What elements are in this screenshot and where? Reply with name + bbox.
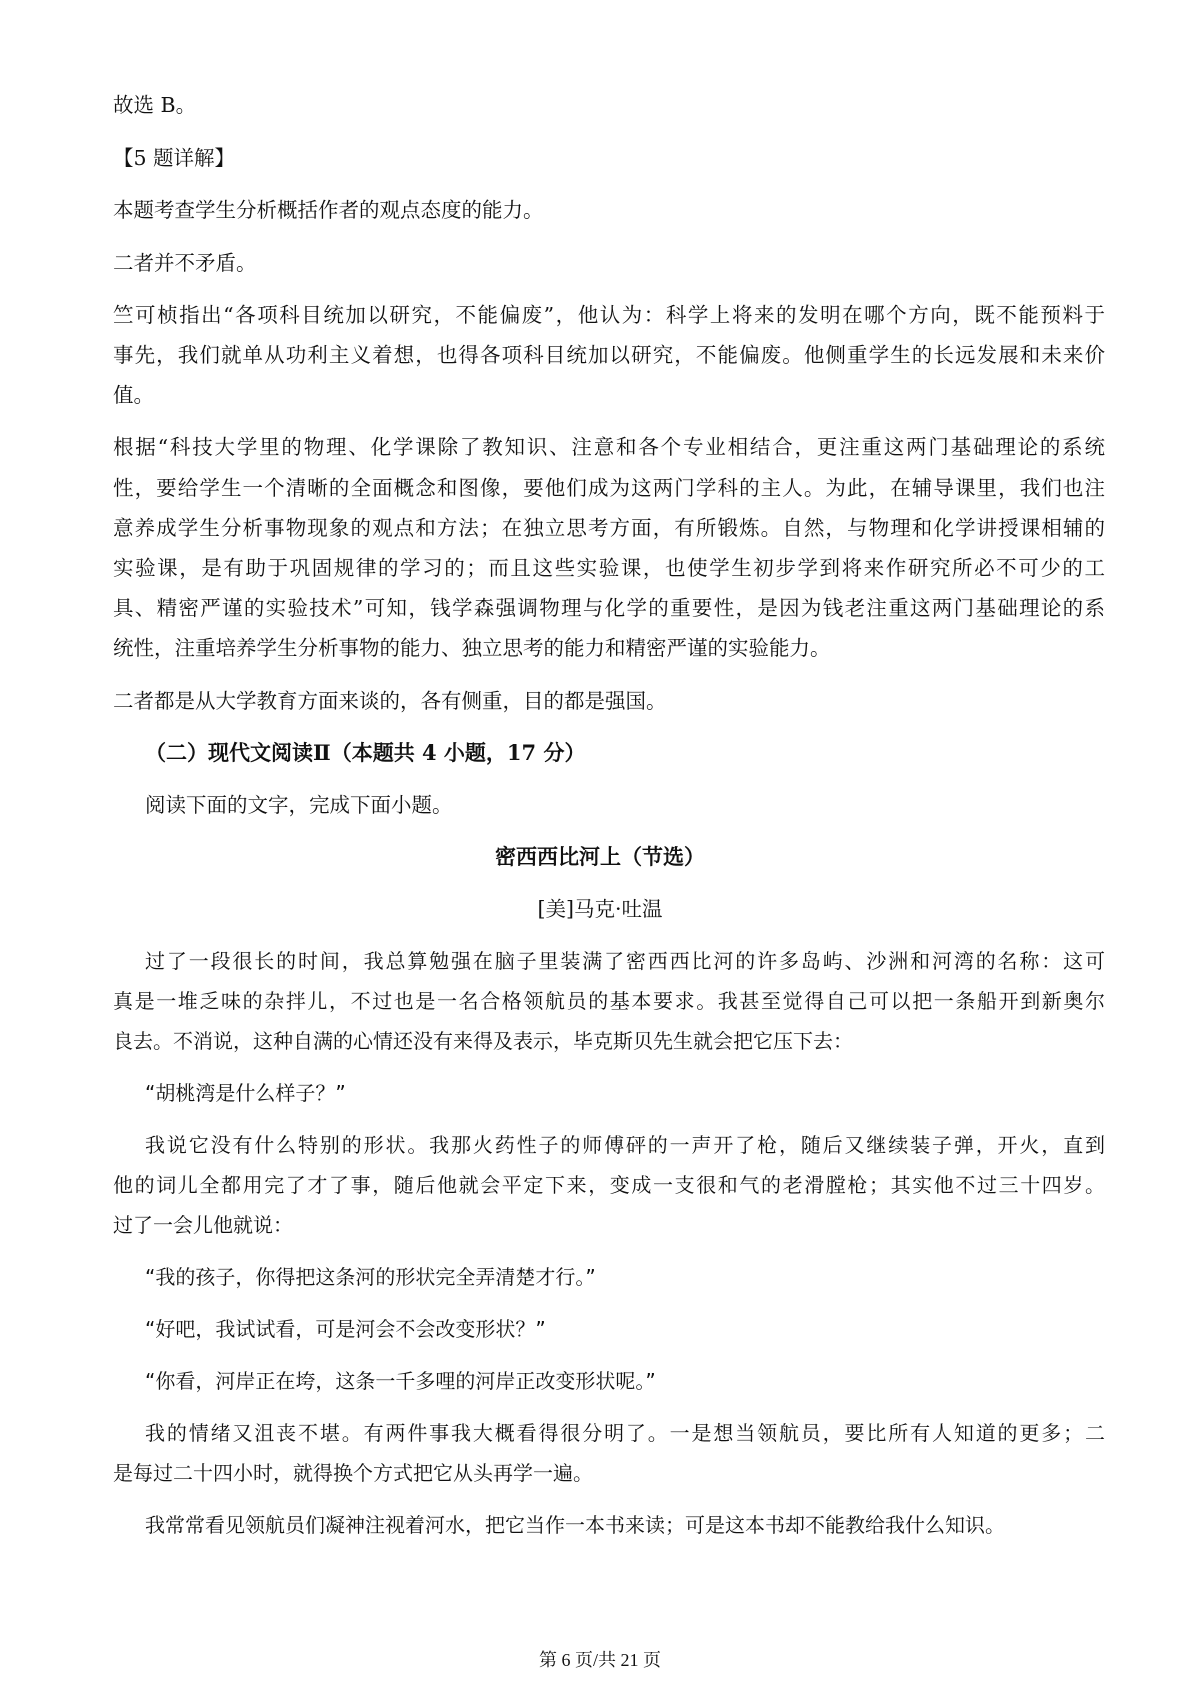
answer-line: 性，要给学生一个清晰的全面概念和图像，要他们成为这两门学科的主人。为此，在辅导课里，我们也注 — [113, 476, 1105, 500]
answer-line: 事先，我们就单从功利主义着想，也得各项科目统加以研究，不能偏废。他侧重学生的长远发展和未来价 — [113, 343, 1105, 367]
passage-line: 真是一堆乏味的杂拌儿，不过也是一名合格领航员的基本要求。我甚至觉得自己可以把一条船开到新奥尔 — [113, 989, 1105, 1013]
passage-line: 过了一会儿他就说： — [113, 1213, 293, 1237]
answer-line: 本题考查学生分析概括作者的观点态度的能力。 — [113, 198, 544, 222]
section-heading: （二）现代文阅读Ⅱ（本题共 4 小题，17 分） — [145, 740, 586, 765]
passage-title: 密西西比河上（节选） — [495, 844, 705, 869]
passage-line: 过了一段很长的时间，我总算勉强在脑子里装满了密西西比河的许多岛屿、沙洲和河湾的名称：这可 — [145, 949, 1105, 973]
passage-line: “好吧，我试试看，可是河会不会改变形状？” — [145, 1317, 546, 1341]
answer-line: 值。 — [113, 383, 154, 407]
answer-line: 意养成学生分析事物现象的观点和方法；在独立思考方面，有所锻炼。自然，与物理和化学讲授课相辅的 — [113, 516, 1105, 540]
subheading-detail: 【5 题详解】 — [113, 146, 236, 170]
answer-line: 二者并不矛盾。 — [113, 251, 257, 275]
passage-line: 他的词儿全都用完了才了事，随后他就会平定下来，变成一支很和气的老滑膛枪；其实他不过三十四岁。 — [113, 1173, 1105, 1197]
answer-line: 故选 B。 — [113, 93, 197, 117]
passage-line: 良去。不消说，这种自满的心情还没有来得及表示，毕克斯贝先生就会把它压下去： — [113, 1029, 853, 1053]
passage-line: 我说它没有什么特别的形状。我那火药性子的师傅砰的一声开了枪，随后又继续装子弹，开火，直到 — [145, 1133, 1105, 1157]
answer-line: 二者都是从大学教育方面来谈的，各有侧重，目的都是强国。 — [113, 689, 667, 713]
answer-line: 统性，注重培养学生分析事物的能力、独立思考的能力和精密严谨的实验能力。 — [113, 636, 831, 660]
answer-line: 根据“科技大学里的物理、化学课除了教知识、注意和各个专业相结合，更注重这两门基础理论的系统 — [113, 435, 1105, 459]
passage-line: 是每过二十四小时，就得换个方式把它从头再学一遍。 — [113, 1461, 593, 1485]
answer-line: 具、精密严谨的实验技术”可知，钱学森强调物理与化学的重要性，是因为钱老注重这两门基础理论的系 — [113, 596, 1105, 620]
passage-line: “我的孩子，你得把这条河的形状完全弄清楚才行。” — [145, 1265, 596, 1289]
passage-line: 我常常看见领航员们凝神注视着河水，把它当作一本书来读；可是这本书却不能教给我什么知识。 — [145, 1513, 1005, 1537]
passage-line: “胡桃湾是什么样子？” — [145, 1081, 346, 1105]
passage-author: [美]马克·吐温 — [537, 897, 663, 921]
answer-line: 竺可桢指出“各项科目统加以研究，不能偏废”，他认为：科学上将来的发明在哪个方向，既不能预料于 — [113, 303, 1105, 327]
passage-line: 我的情绪又沮丧不堪。有两件事我大概看得很分明了。一是想当领航员，要比所有人知道的更多；二 — [145, 1421, 1105, 1445]
page-number: 第 6 页/共 21 页 — [538, 1650, 661, 1670]
passage-line: “你看，河岸正在垮，这条一千多哩的河岸正改变形状呢。” — [145, 1369, 656, 1393]
section-instruction: 阅读下面的文字，完成下面小题。 — [145, 793, 453, 817]
answer-line: 实验课，是有助于巩固规律的学习的；而且这些实验课，也使学生初步学到将来作研究所必不可少的工 — [113, 556, 1105, 580]
